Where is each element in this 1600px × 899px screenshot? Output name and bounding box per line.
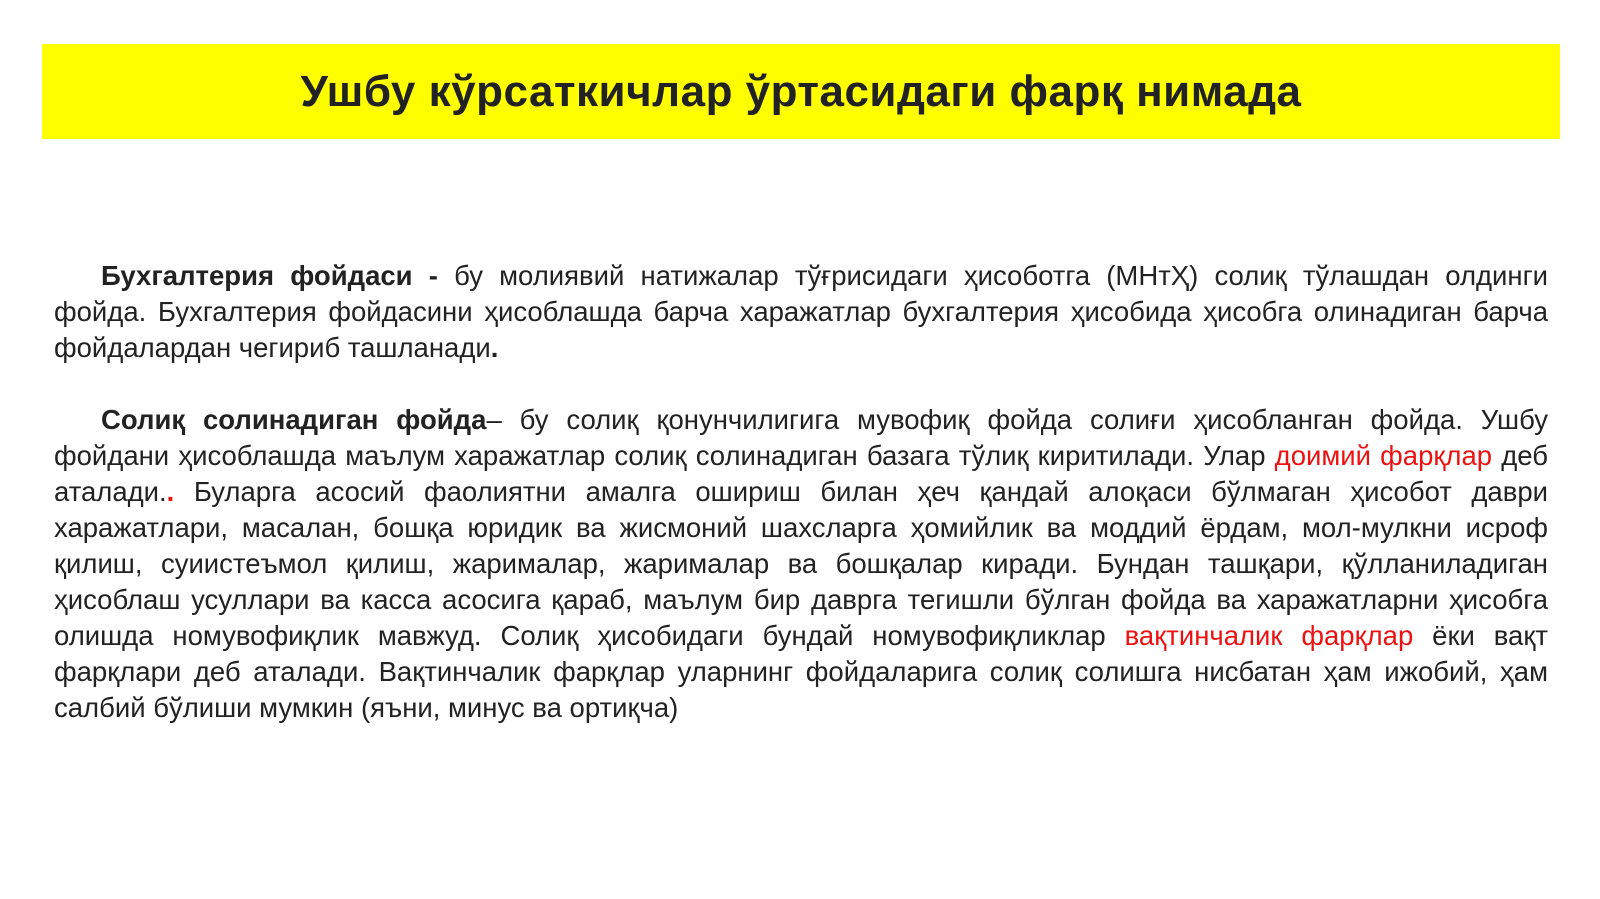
paragraph-text: – бу солиқ қонунчилигига мувофиқ фойда солиғи ҳисобланган фойда. Ушбу фойдани ҳисоблашда маълум харажатлар солиқ солинадиган базага тўлиқ киритилади. Улар xyxy=(54,404,1549,471)
highlight-temporary-differences: вақтинчалик фарқлар xyxy=(1124,620,1414,651)
highlight-permanent-differences: доимий фарқлар xyxy=(1274,440,1493,471)
red-dot: . xyxy=(166,476,175,507)
paragraph-text: Буларга асосий фаолиятни амалга ошириш билан ҳеч қандай алоқаси бўлмаган ҳисобот даври харажатлари, масалан, бошқа юридик ва жисмоний шахсларга ҳомийлик ва моддий ёрдам, мол-мулкни исроф қилиш, суиистеъмол қилиш, жарималар, жарималар ва бошқалар киради. Бундан ташқари, қўлланиладиган ҳисоблаш усуллари ва касса асосига қараб, маълум бир даврга тегишли бўлган фойда ва харажатларни ҳисобга олишда номувофиқлик мавжуд. Солиқ ҳисобидаги бундай номувофиқликлар xyxy=(54,476,1548,651)
paragraph-text: бу молиявий натижалар тўғрисидаги ҳисоботга (МНтҲ) солиқ тўлашдан олдинги фойда. Бухгалтерия фойдасини ҳисоблашда барча харажатлар бухгалтерия ҳисобида ҳисобга олинадиган барча фойдалардан чегириб ташланади xyxy=(54,260,1548,363)
paragraph-end-dot: . xyxy=(490,332,499,363)
paragraph-text: деб аталади. xyxy=(54,440,1548,507)
paragraph-accounting-profit xyxy=(54,258,1548,366)
term-taxable-profit: Солиқ солинадиган фойда xyxy=(101,404,487,435)
paragraph-text: ёки вақт фарқлари деб аталади. Вақтинчалик фарқлар уларнинг фойдаларига солиқ солишга нисбатан ҳам ижобий, ҳам салбий бўлиши мумкин (яъни, минус ва ортиқча) xyxy=(54,620,1548,723)
slide-title: Ушбу кўрсаткичлар ўртасидаги фарқ нимада xyxy=(300,66,1302,116)
paragraph-taxable-profit xyxy=(54,402,1548,726)
title-banner xyxy=(42,44,1560,139)
term-accounting-profit: Бухгалтерия фойдаси - xyxy=(101,260,438,291)
slide-content xyxy=(54,258,1548,762)
